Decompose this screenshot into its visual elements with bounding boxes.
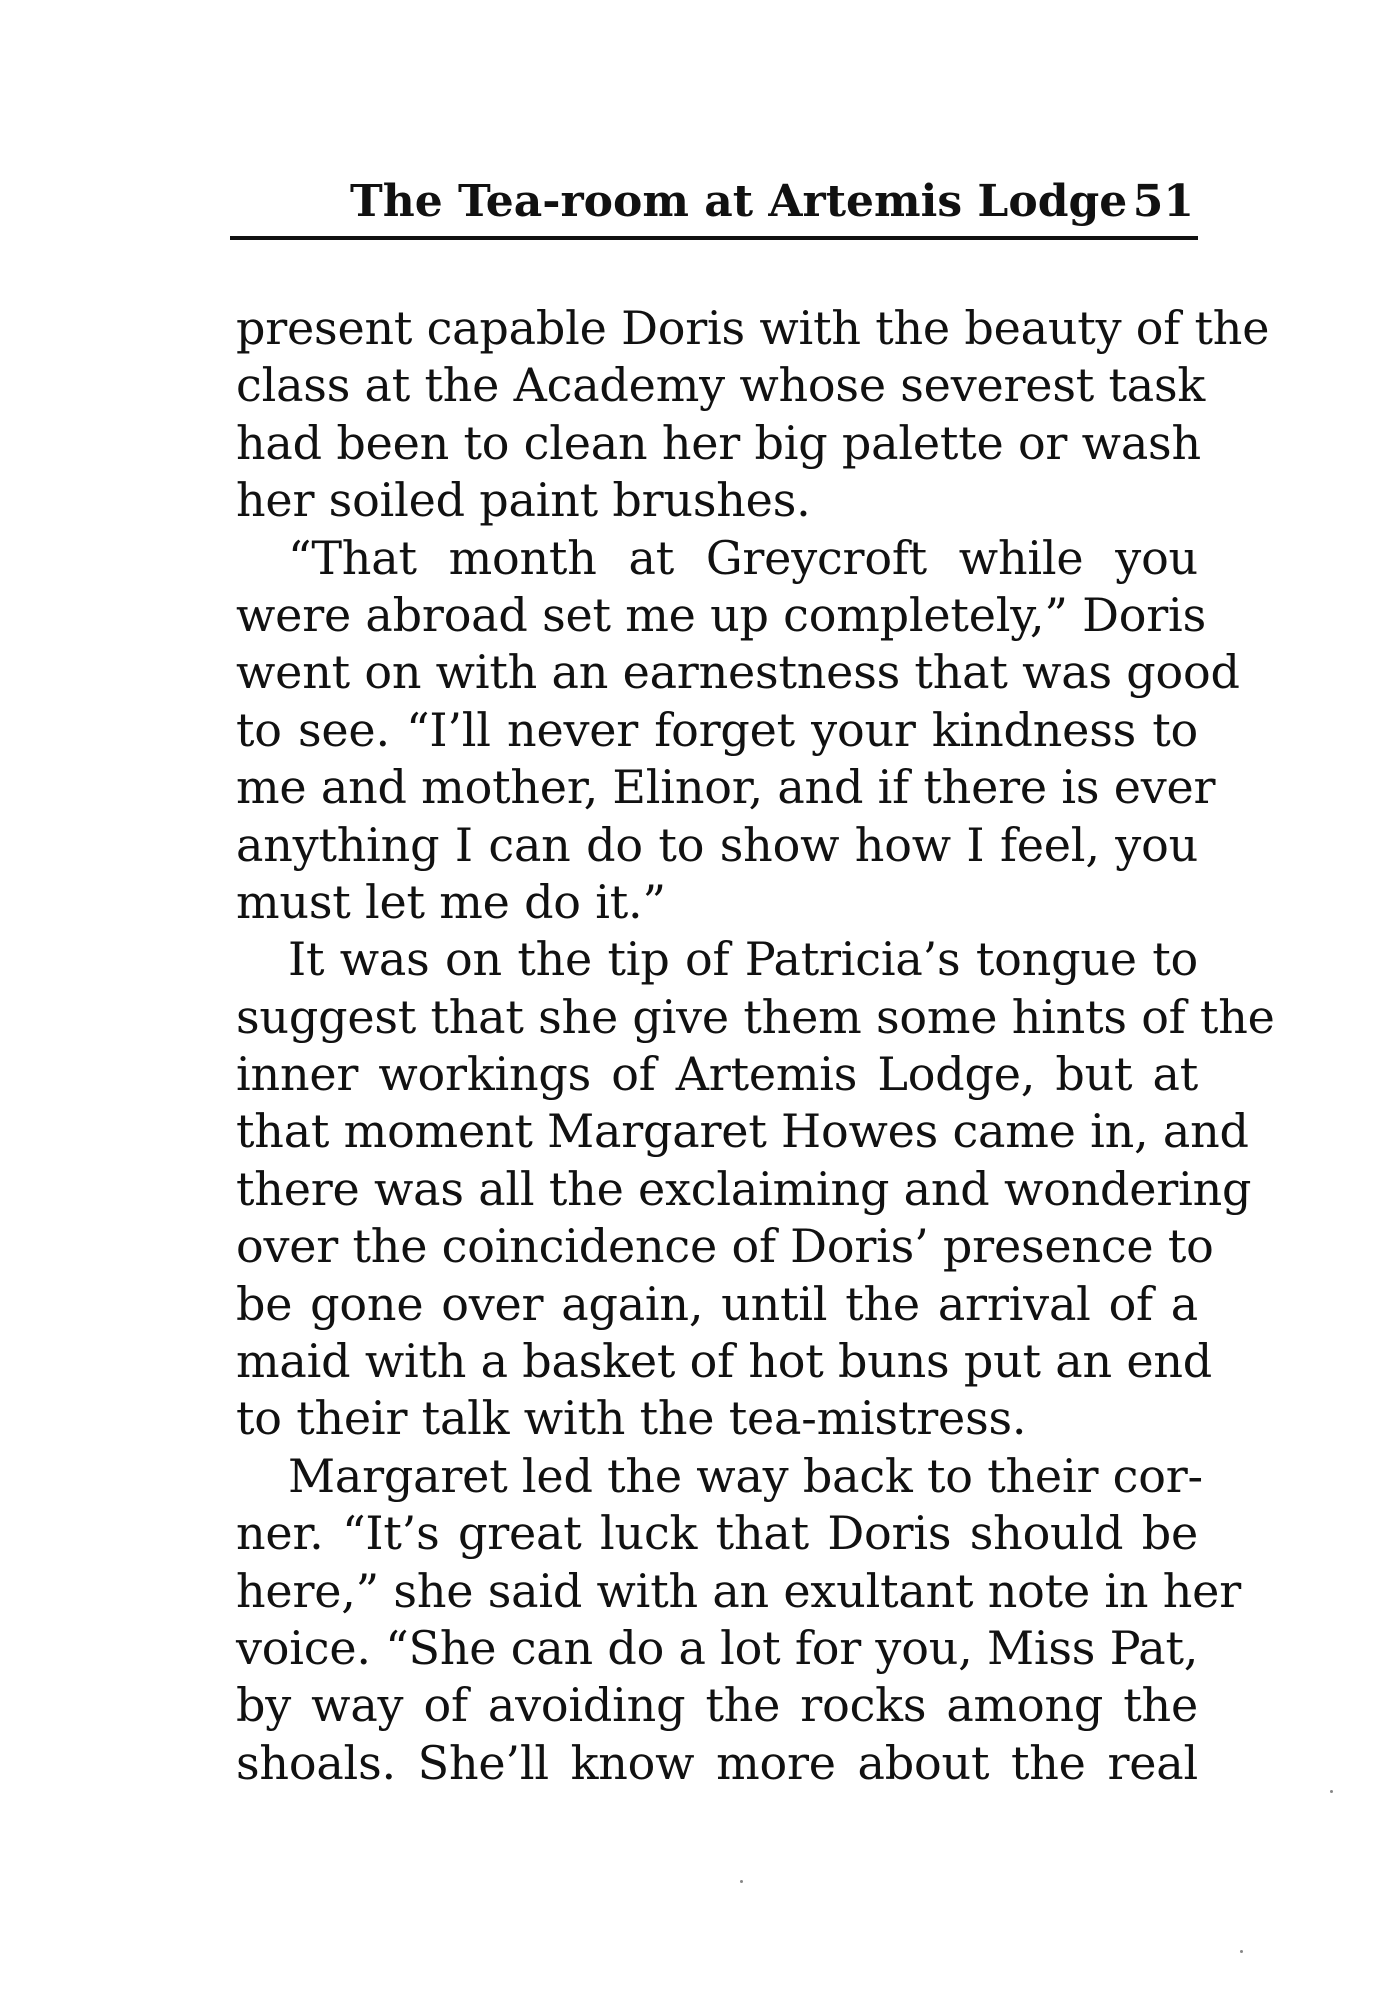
text-line: there was all the exclaiming and wondering (236, 1161, 1252, 1216)
text-line: her soiled paint brushes. (236, 473, 811, 528)
text-line: ner. “It’s great luck that Doris should be (236, 1506, 1198, 1561)
text-line: must let me do it.” (236, 874, 666, 929)
text-line: went on with an earnestness that was good (236, 645, 1240, 700)
text-line: here,” she said with an exultant note in her (236, 1563, 1241, 1618)
paper-speck (1240, 1950, 1243, 1953)
text-line: to see. “I’ll never forget your kindness to (236, 702, 1198, 757)
text-line: present capable Doris with the beauty of the (236, 301, 1270, 355)
text-line: inner workings of Artemis Lodge, but at (236, 1047, 1198, 1102)
text-line: voice. “She can do a lot for you, Miss Pat, (236, 1620, 1199, 1675)
text-line: over the coincidence of Doris’ presence to (236, 1219, 1214, 1274)
text-line: that moment Margaret Howes came in, and (236, 1104, 1249, 1159)
body-text (236, 300, 1275, 1792)
text-line: to their talk with the tea-mistress. (236, 1391, 1027, 1446)
text-line: by way of avoiding the rocks among the (236, 1678, 1198, 1733)
text-line: It was on the tip of Patricia’s tongue to (288, 932, 1198, 987)
text-line: shoals. She’ll know more about the real (236, 1735, 1198, 1790)
text-line: “That month at Greycroft while you (288, 530, 1198, 585)
running-head (230, 170, 1198, 240)
running-title: The Tea-room at Artemis Lodge (350, 176, 1128, 227)
text-line: be gone over again, until the arrival of a (236, 1276, 1198, 1331)
paper-speck (740, 1880, 743, 1883)
text-line: class at the Academy whose severest task (236, 358, 1206, 413)
text-line: maid with a basket of hot buns put an end (236, 1334, 1213, 1389)
text-line: Margaret led the way back to their cor- (288, 1448, 1203, 1503)
text-line: anything I can do to show how I feel, you (236, 817, 1198, 872)
page-number: 51 (1132, 176, 1194, 227)
paper-speck (1330, 1790, 1333, 1793)
text-line: me and mother, Elinor, and if there is ever (236, 760, 1216, 815)
text-line: had been to clean her big palette or wash (236, 415, 1201, 470)
text-line: suggest that she give them some hints of the (236, 989, 1275, 1044)
text-line: were abroad set me up completely,” Doris (236, 587, 1206, 642)
